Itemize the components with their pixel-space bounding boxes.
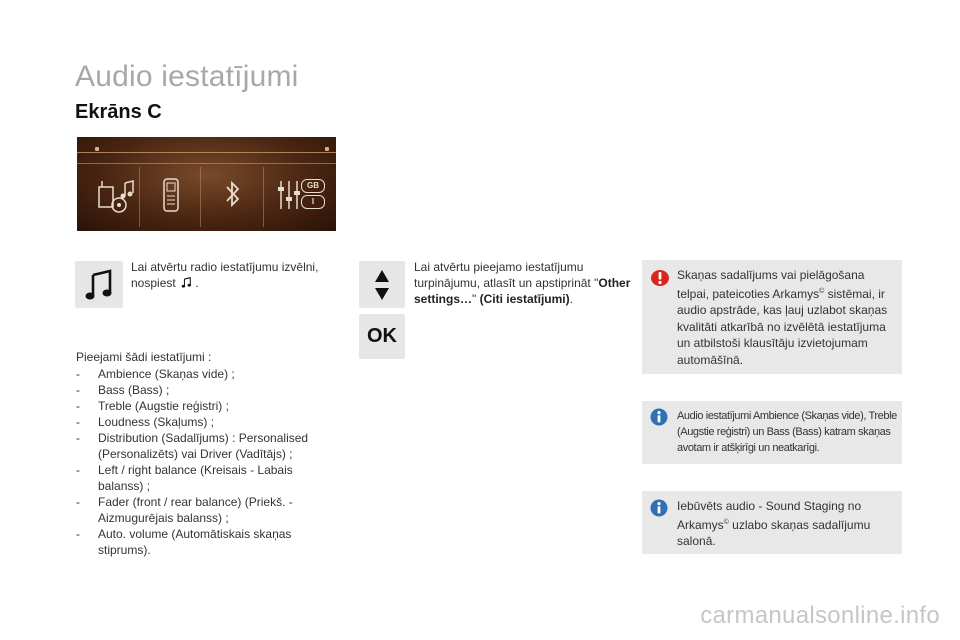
media-icon — [97, 177, 137, 213]
warning-icon — [650, 269, 670, 287]
music-note-icon — [84, 269, 114, 301]
list-item: - Fader (front / rear balance) (Priekš. - Aizmugurējais balanss) ; — [76, 494, 336, 526]
music-note-inline-icon — [181, 277, 192, 288]
arrow-up-icon — [375, 270, 389, 282]
info-icon — [650, 408, 668, 426]
page-title: Audio iestatījumi — [75, 60, 299, 93]
arrow-down-icon — [375, 288, 389, 300]
section-title: Ekrāns C — [75, 101, 162, 123]
more-settings-instruction: Lai atvērtu pieejamo iestatījumu turpinājumu, atlasīt un apstiprināt "Other settings…" (Citi iestatījumi). — [414, 260, 631, 306]
info-badge: I — [301, 195, 325, 209]
info-note-ambience: Audio iestatījumi Ambience (Skaņas vide), Treble (Augstie reģistri) un Bass (Bass) katram skaņas avotam ir atšķirīgi un neatkarīgi. — [642, 401, 902, 464]
ok-button[interactable]: OK — [359, 314, 405, 359]
list-item: - Auto. volume (Automātiskais skaņas stiprums). — [76, 526, 336, 558]
list-item: - Distribution (Sadalījums) : Personalised (Personalizēts) vai Driver (Vadītājs) ; — [76, 430, 336, 462]
phone-icon — [161, 177, 181, 213]
list-item: - Loudness (Skaļums) ; — [76, 414, 336, 430]
language-badge: GB — [301, 179, 325, 193]
audio-settings-icon — [275, 177, 303, 213]
bluetooth-icon — [223, 177, 243, 213]
list-item: - Treble (Augstie reģistri) ; — [76, 398, 336, 414]
up-down-arrows-button[interactable] — [359, 261, 405, 308]
list-item: - Left / right balance (Kreisais - Labais balanss) ; — [76, 462, 336, 494]
options-intro: Pieejami šādi iestatījumi : — [76, 350, 212, 364]
options-list — [76, 366, 336, 558]
watermark: carmanualsonline.info — [700, 602, 940, 629]
list-item: - Ambience (Skaņas vide) ; — [76, 366, 336, 382]
warning-note: Skaņas sadalījums vai pielāgošana telpai, pateicoties Arkamys© sistēmai, ir audio apstrāde, kas ļauj uzlabot skaņas kvalitāti atkarībā no izvēlētā iestatījuma un atbilstoši klausītāju izvietojumam automāšīnā. — [642, 260, 902, 374]
music-note-button[interactable] — [75, 261, 123, 308]
list-item: - Bass (Bass) ; — [76, 382, 336, 398]
display-screen-c — [77, 137, 336, 231]
info-note-sound-staging: Iebūvēts audio - Sound Staging no Arkamys© uzlabo skaņas sadalījumu salonā. — [642, 491, 902, 554]
info-icon — [650, 499, 668, 517]
radio-settings-instruction: Lai atvērtu radio iestatījumu izvēlni, nospiest . — [131, 260, 319, 290]
